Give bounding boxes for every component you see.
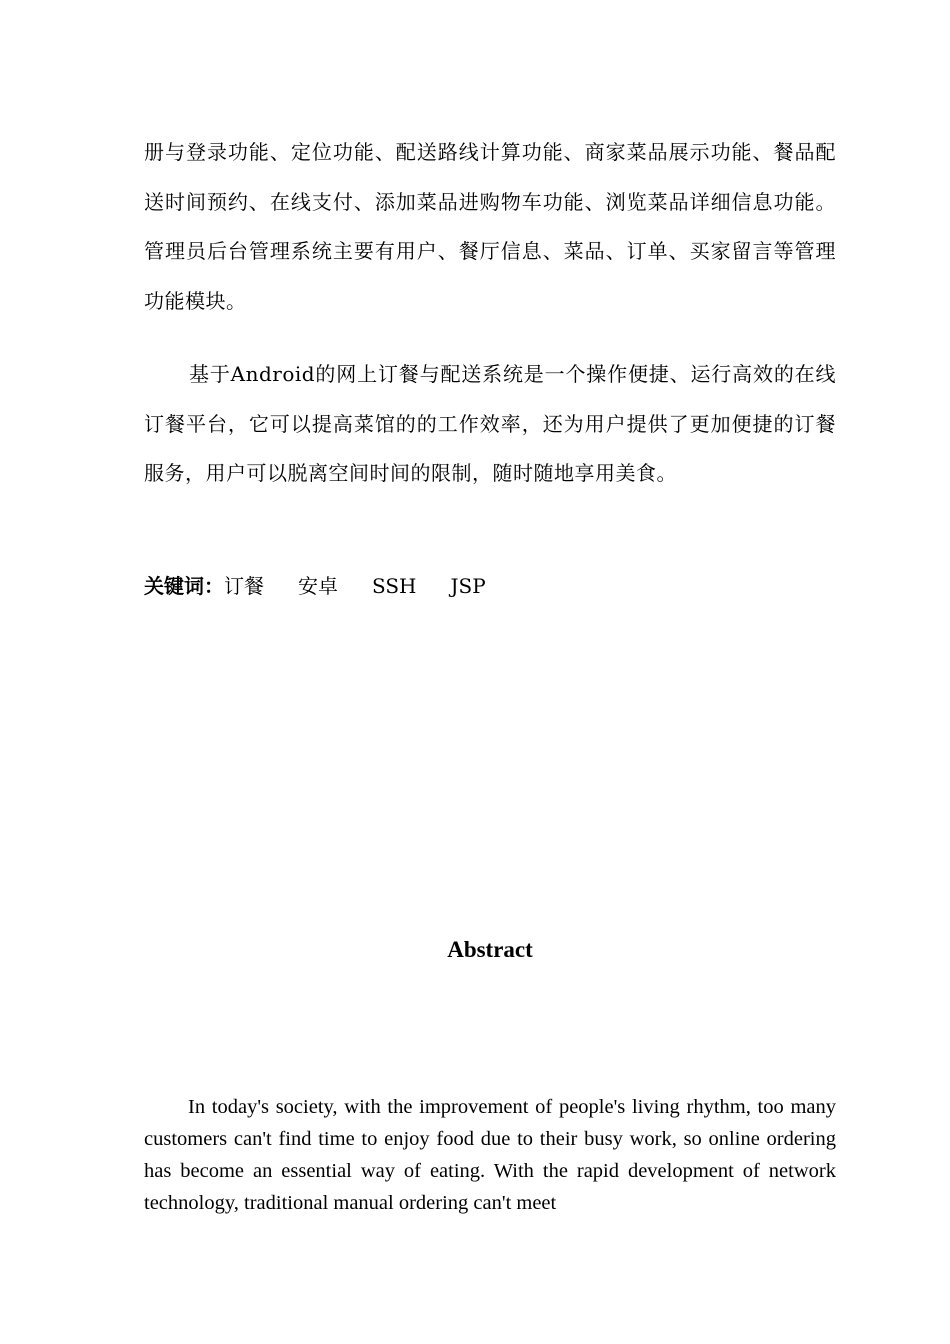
cn-paragraph-summary: 基于Android的网上订餐与配送系统是一个操作便捷、运行高效的在线订餐平台，它可以提高菜馆的的工作效率，还为用户提供了更加便捷的订餐服务，用户可以脱离空间时间的限制，随时随地享用美食。 [144, 362, 836, 485]
keywords-line [144, 566, 486, 606]
keyword-item: SSH [372, 574, 417, 598]
keywords-label: 关键词： [144, 574, 224, 598]
keyword-item: JSP [450, 574, 486, 598]
abstract-paragraph: In today's society, with the improvement of people's living rhythm, too many customers can't find time to enjoy food due to their busy work, so online ordering has become an essential way of eating. With the rapid development of network technology, traditional manual ordering can't meet [144, 1096, 836, 1214]
keyword-item: 安卓 [298, 574, 338, 598]
cn-paragraph-continued: 册与登录功能、定位功能、配送路线计算功能、商家菜品展示功能、餐品配送时间预约、在线支付、添加菜品进购物车功能、浏览菜品详细信息功能。管理员后台管理系统主要有用户、餐厅信息、菜品、订单、买家留言等管理功能模块。 [144, 140, 836, 313]
keyword-item: 订餐 [224, 574, 264, 598]
abstract-title: Abstract [447, 937, 533, 962]
